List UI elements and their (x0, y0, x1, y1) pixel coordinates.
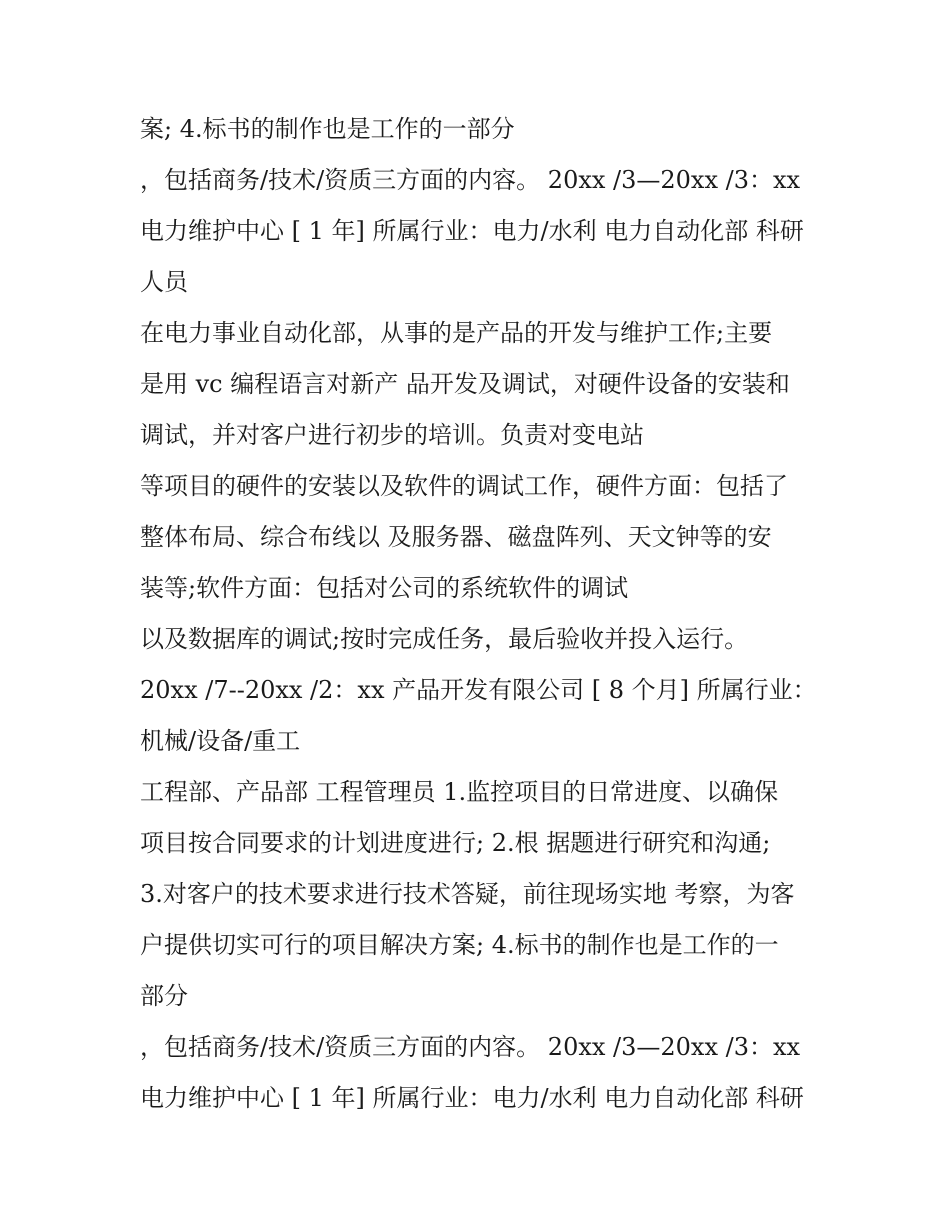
text-line: 电力维护中心 [ 1 年] 所属行业：电力/水利 电力自动化部 科研 (140, 217, 804, 245)
text-line: ，包括商务/技术/资质三方面的内容。 20xx /3—20xx /3：xx (140, 166, 801, 194)
text-line: 户提供切实可行的项目解决方案; 4.标书的制作也是工作的一 (140, 931, 779, 959)
text-line: 调试，并对客户进行初步的培训。负责对变电站 (140, 421, 644, 449)
text-line: 3.对客户的技术要求进行技术答疑，前往现场实地 考察，为客 (140, 880, 795, 908)
text-line: ，包括商务/技术/资质三方面的内容。 20xx /3—20xx /3：xx (140, 1033, 801, 1061)
text-line: 项目按合同要求的计划进度进行; 2.根 据题进行研究和沟通; (140, 829, 771, 857)
text-line: 电力维护中心 [ 1 年] 所属行业：电力/水利 电力自动化部 科研 (140, 1084, 804, 1112)
text-line: 部分 (140, 982, 188, 1010)
text-line: 在电力事业自动化部，从事的是产品的开发与维护工作;主要 (140, 319, 773, 347)
text-line: 人员 (140, 268, 188, 296)
text-line: 整体布局、综合布线以 及服务器、磁盘阵列、天文钟等的安 (140, 523, 772, 551)
text-line: 是用 vc 编程语言对新产 品开发及调试，对硬件设备的安装和 (140, 370, 790, 398)
text-line: 工程部、产品部 工程管理员 1.监控项目的日常进度、以确保 (140, 778, 779, 806)
text-line: 装等;软件方面：包括对公司的系统软件的调试 (140, 574, 629, 602)
text-line: 以及数据库的调试;按时完成任务，最后验收并投入运行。 (140, 625, 749, 653)
document-body (140, 104, 830, 1124)
text-line: 机械/设备/重工 (140, 727, 301, 755)
text-line: 20xx /7--20xx /2：xx 产品开发有限公司 [ 8 个月] 所属行业： (140, 676, 817, 704)
text-line: 案; 4.标书的制作也是工作的一部分 (140, 115, 515, 143)
text-line: 等项目的硬件的安装以及软件的调试工作，硬件方面：包括了 (140, 472, 788, 500)
